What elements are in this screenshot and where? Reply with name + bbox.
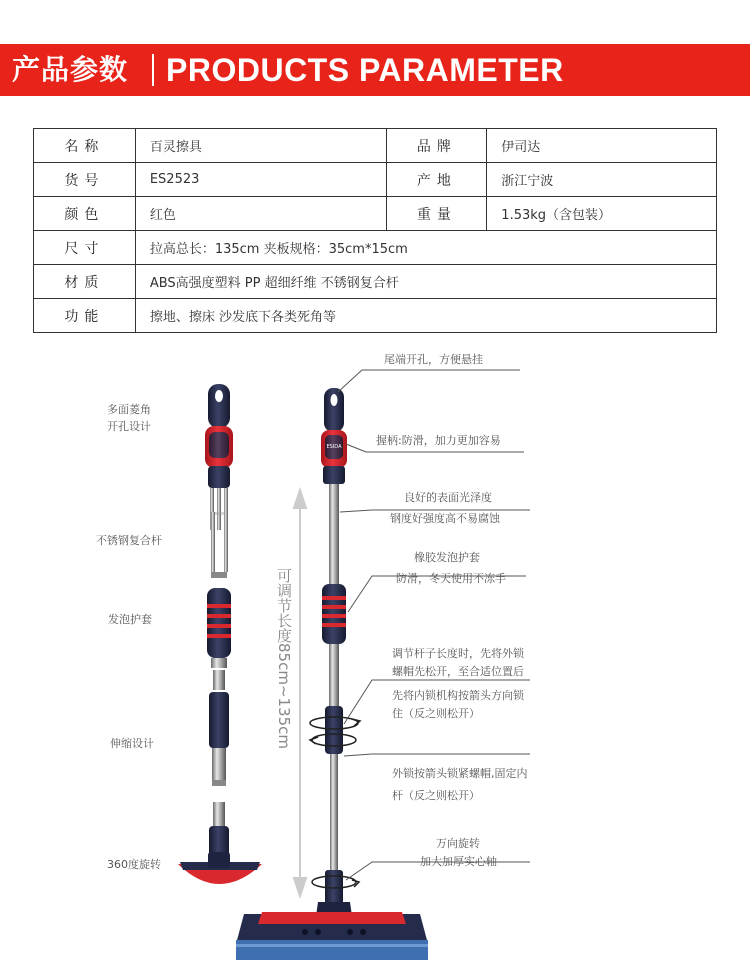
label-adjust-bottom bbox=[392, 687, 524, 723]
label-adjust-top bbox=[392, 645, 524, 681]
banner-divider bbox=[152, 54, 154, 86]
label-line: 万向旋转 bbox=[436, 837, 480, 850]
spec-label: 功能 bbox=[34, 299, 136, 333]
label-hang: 尾端开孔，方便悬挂 bbox=[384, 353, 483, 366]
mop-head bbox=[236, 912, 428, 960]
label-foam: 发泡护套 bbox=[108, 613, 152, 626]
spec-label: 颜色 bbox=[34, 197, 136, 231]
label-line: 外锁按箭头锁紧螺帽,固定内 bbox=[392, 767, 528, 780]
label-handle-design bbox=[107, 401, 151, 435]
label-line: 住（反之则松开） bbox=[392, 707, 480, 720]
table-row bbox=[34, 163, 717, 197]
spec-label: 尺寸 bbox=[34, 231, 136, 265]
table-row bbox=[34, 265, 717, 299]
spec-label: 产地 bbox=[387, 163, 487, 197]
label-surface bbox=[404, 489, 492, 507]
label-line: 先将内锁机构按箭头方向锁 bbox=[392, 689, 524, 702]
length-arrow bbox=[294, 490, 306, 896]
spec-label: 品牌 bbox=[387, 129, 487, 163]
label-line: 多面菱角 bbox=[107, 403, 151, 416]
table-row bbox=[34, 299, 717, 333]
adjustable-length-label: 可调节长度85cm~135cm bbox=[275, 568, 293, 750]
label-line: 螺帽先松开，至合适位置后 bbox=[392, 665, 524, 678]
spec-label: 重量 bbox=[387, 197, 487, 231]
label-line: 良好的表面光泽度 bbox=[404, 491, 492, 504]
spec-table bbox=[33, 128, 717, 333]
product-diagram bbox=[0, 340, 750, 960]
spec-value: 擦地、擦床 沙发底下各类死角等 bbox=[135, 299, 716, 333]
title-banner bbox=[0, 44, 750, 96]
spec-value: 浙江宁波 bbox=[487, 163, 717, 197]
table-row bbox=[34, 197, 717, 231]
label-line: 调节杆子长度时，先将外锁 bbox=[392, 647, 524, 660]
label-line: 开孔设计 bbox=[107, 420, 151, 433]
spec-value: ABS高强度塑料 PP 超细纤维 不锈钢复合杆 bbox=[135, 265, 716, 299]
spec-value: 百灵擦具 bbox=[135, 129, 387, 163]
spec-value: 1.53kg（含包装） bbox=[487, 197, 717, 231]
spec-value: ES2523 bbox=[135, 163, 387, 197]
exploded-mop bbox=[178, 384, 262, 884]
banner-title-en: PRODUCTS PARAMETER bbox=[166, 52, 564, 88]
label-telescopic: 伸缩设计 bbox=[110, 737, 154, 750]
assembled-mop bbox=[316, 388, 352, 916]
spec-value: 伊司达 bbox=[487, 129, 717, 163]
label-rotation: 360度旋转 bbox=[107, 858, 161, 871]
spec-value: 红色 bbox=[135, 197, 387, 231]
label-swivel bbox=[420, 835, 497, 871]
label-line: 加大加厚实心轴 bbox=[420, 855, 497, 868]
spec-label: 材质 bbox=[34, 265, 136, 299]
label-antislip: 防滑，冬天使用不冻手 bbox=[396, 572, 506, 585]
spec-value: 拉高总长：135cm 夹板规格：35cm*15cm bbox=[135, 231, 716, 265]
brand-mark: ESIDA bbox=[326, 444, 342, 450]
label-grip: 握柄:防滑，加力更加容易 bbox=[376, 434, 501, 447]
table-row bbox=[34, 129, 717, 163]
label-outer-lock bbox=[392, 765, 528, 805]
table-row bbox=[34, 231, 717, 265]
spec-label: 名称 bbox=[34, 129, 136, 163]
label-pole: 不锈钢复合杆 bbox=[96, 534, 162, 547]
banner-title-cn: 产品参数 bbox=[12, 53, 129, 86]
label-rubber: 橡胶发泡护套 bbox=[414, 551, 480, 564]
label-line: 杆（反之则松开） bbox=[392, 789, 480, 802]
label-strength: 钢度好强度高不易腐蚀 bbox=[390, 512, 500, 525]
spec-label: 货号 bbox=[34, 163, 136, 197]
